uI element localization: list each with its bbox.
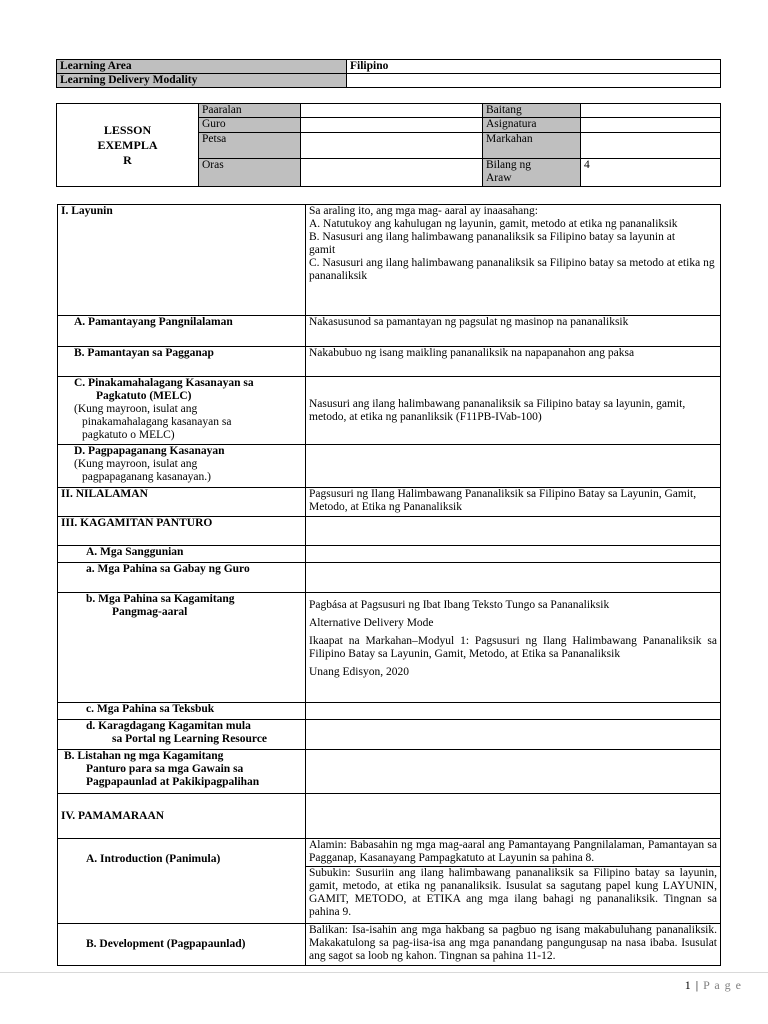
pagganap-label: B. Pamantayan sa Pagganap [58,347,306,377]
page-footer [0,972,768,1003]
intro-alamin: Alamin: Babasahin ng mga mag-aaral ang Pamantayang Pangnilalaman, Pamantayan sa Pagganap, Kasanayang Pampagkatuto at Layunin sa pahina 8. [306,839,721,867]
pagganap-value: Nakabubuo ng isang maikling pananaliksik na napapanahon ang paksa [306,347,721,377]
melc-note-line2: pinakamahalagang kasanayan sa [82,416,232,428]
portal-label [58,720,306,750]
bilang-label-line2: Araw [486,172,512,185]
lesson-title-line1: LESSON [103,122,152,137]
lesson-title-line3: R [123,152,132,167]
melc-note-line3: pagkatuto o MELC) [82,429,175,441]
page-word: P a g e [703,978,742,992]
bilang-value: 4 [581,159,721,187]
petsa-label: Petsa [199,132,301,159]
bilang-label-line1: Bilang ng [486,159,532,172]
learning-area-label: Learning Area [57,60,347,74]
modality-label: Learning Delivery Modality [57,74,347,88]
pagpapaganang-label-line1: D. Pagpapaganang Kasanayan [74,445,225,457]
header-table [56,59,721,88]
info-table [56,103,721,187]
listahan-label [58,750,306,794]
guro-value [301,118,483,132]
asignatura-label: Asignatura [483,118,581,132]
gabay-value [306,563,721,593]
pamamaraan-label: IV. PAMAMARAAN [58,794,306,839]
kagamitan-label: III. KAGAMITAN PANTURO [58,517,306,546]
lesson-title-line2: EXEMPLA [97,137,158,152]
asignatura-value [581,118,721,132]
kagamitan-value [306,517,721,546]
teksbuk-value [306,703,721,720]
markahan-value [581,132,721,159]
kagamitang-label-line1: b. Mga Pahina sa Kagamitang [86,593,235,605]
melc-note-line1: (Kung mayroon, isulat ang [74,403,198,415]
pamamaraan-value [306,794,721,839]
sanggunian-label: A. Mga Sanggunian [58,546,306,563]
kagamitang-label [58,593,306,703]
development-balikan: Balikan: Isa-isahin ang mga hakbang sa pagbuo ng isang makabuluhang pananaliksik. Makakatulong sa pag-iisa-isa ang mga panandang pangungusap na nasa ibaba. Isusulat ang sagot sa loob ng kahon. Tingnan sa pahina 11-12. [306,924,721,966]
paaralan-label: Paaralan [199,104,301,118]
baitang-value [581,104,721,118]
listahan-label-line2: Panturo para sa mga Gawain sa [86,763,244,775]
guro-label: Guro [199,118,301,132]
intro-subukin: Subukin: Susuriin ang ilang halimbawang pananaliksik sa Filipino batay sa layunin, gamit, metodo, at etika ng pananaliksik. Isusulat sa sagutang papel kung LAYUNIN, GAMIT, METODO, at ETIKA ang mga ilang bahagi ng pananaliksik. Tingnan sa pahina 9. [306,867,721,924]
portal-label-line2: sa Portal ng Learning Resource [112,733,268,745]
portal-label-line1: d. Karagdagang Kagamitan mula [86,720,251,732]
petsa-value [301,132,483,159]
page-number-value: 1 [684,978,692,992]
pagpapaganang-value [306,445,721,488]
baitang-label: Baitang [483,104,581,118]
lesson-table [57,204,721,966]
listahan-value [306,750,721,794]
melc-value: Nasusuri ang ilang halimbawang pananaliksik sa Filipino batay sa layunin, gamit, metodo, at etika ng pananliksik (F11PB-IVab-100) [306,377,721,445]
listahan-label-line1: B. Listahan ng mga Kagamitang [64,750,224,762]
layunin-item-b: B. Nasusuri ang ilang halimbawang pananaliksik sa Filipino batay sa layunin at [309,231,676,243]
oras-label: Oras [199,159,301,187]
kagamitang-value-line3: Ikaapat na Markahan–Modyul 1: Pagsusuri ng Ilang Halimbawang Pananaliksik sa Filipino Batay sa Layunin, Gamit, Metodo, at Etika sa Pananaliksik [309,635,717,660]
oras-value [301,159,483,187]
melc-label [58,377,306,445]
page-number [685,978,742,993]
markahan-label: Markahan [483,132,581,159]
kagamitang-value-line2: Alternative Delivery Mode [309,617,434,629]
layunin-item-b-cont: gamit [309,244,336,256]
intro-label: A. Introduction (Panimula) [58,839,306,924]
layunin-item-a: A. Natutukoy ang kahulugan ng layunin, gamit, metodo at etika ng pananaliksik [309,218,678,230]
development-label: B. Development (Pagpapaunlad) [58,924,306,966]
kagamitang-value-line1: Pagbása at Pagsusuri ng Ibat Ibang Teksto Tungo sa Pananaliksik [309,599,610,611]
kagamitang-label-line2: Pangmag-aaral [112,606,188,618]
portal-value [306,720,721,750]
melc-label-line2: Pagkatuto (MELC) [96,390,192,402]
nilalaman-value: Pagsusuri ng Ilang Halimbawang Pananaliksik sa Filipino Batay sa Layunin, Gamit, Metodo, at Etika ng Pananaliksik [306,488,721,517]
pamantayang-value: Nakasusunod sa pamantayan ng pagsulat ng masinop na pananaliksik [306,316,721,347]
nilalaman-label: II. NILALAMAN [58,488,306,517]
kagamitang-value [306,593,721,703]
pamantayang-label: A. Pamantayang Pangnilalaman [58,316,306,347]
modality-value [347,74,721,88]
layunin-item-c: C. Nasusuri ang ilang halimbawang pananaliksik sa Filipino batay sa metodo at etika ng pananaliksik [309,257,715,282]
melc-label-line1: C. Pinakamahalagang Kasanayan sa [74,377,254,389]
teksbuk-label: c. Mga Pahina sa Teksbuk [58,703,306,720]
layunin-value [306,205,721,316]
sanggunian-value [306,546,721,563]
kagamitang-value-line4: Unang Edisyon, 2020 [309,666,409,678]
layunin-label: I. Layunin [58,205,306,316]
pagpapaganang-note-line1: (Kung mayroon, isulat ang [74,458,198,470]
layunin-intro: Sa araling ito, ang mga mag- aaral ay inaasahang: [309,205,538,217]
bilang-label [483,159,581,187]
lesson-exemplar-title [57,104,199,187]
gabay-label: a. Mga Pahina sa Gabay ng Guro [58,563,306,593]
pagpapaganang-note-line2: pagpapaganang kasanayan.) [82,471,211,483]
paaralan-value [301,104,483,118]
listahan-label-line3: Pagpapaunlad at Pakikipagpalihan [86,776,260,788]
pagpapaganang-label [58,445,306,488]
learning-area-value: Filipino [347,60,721,74]
page-separator: | [695,978,700,992]
